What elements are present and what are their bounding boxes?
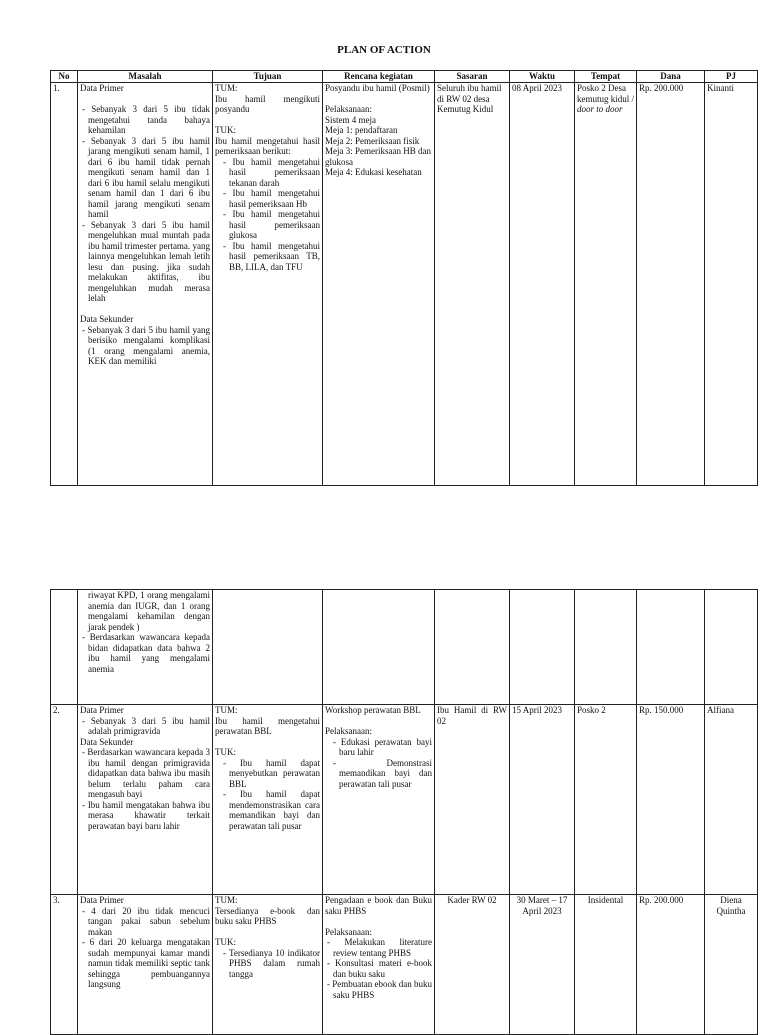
kegiatan-title: Workshop perawatan BBL [325,705,421,715]
sasaran-cell: Kader RW 02 [435,895,510,1035]
rencana-cell [323,83,435,486]
waktu-cell: 30 Maret – 17 April 2023 [510,895,575,1035]
waktu-cell: 15 April 2023 [510,705,575,895]
list-item: - Melakukan literature review tentang PHBS [327,937,432,958]
tuk-label: TUK: [215,125,236,135]
tum-label: TUM: [215,705,238,715]
masalah-cell [78,590,213,705]
list-item: - Ibu hamil mengetahui hasil pemeriksaan Hb [223,188,321,209]
data-sekunder-label: Data Sekunder [80,736,134,747]
data-primer-label: Data Primer [80,83,124,93]
row-number: 1. [51,83,78,486]
masalah-cell [78,705,213,895]
data-primer-label: Data Primer [80,895,124,905]
data-primer-label: Data Primer [80,705,124,715]
list-item: - Demonstrasi memandikan bayi dan perawatan tali pusar [333,757,432,789]
list-item: Meja 4: Edukasi kesehatan [325,167,422,177]
waktu-cell: 08 April 2023 [510,83,575,486]
header-rencana: Rencana kegiatan [323,71,435,83]
list-item: - 4 dari 20 ibu tidak mencuci tangan pakai sabun sebelum makan [82,905,210,937]
header-tempat: Tempat [575,71,637,83]
list-item: - Ibu hamil mengetahui hasil pemeriksaan glukosa [223,209,321,240]
header-tujuan: Tujuan [213,71,323,83]
list-item: Meja 3: Pemeriksaan HB dan glukosa [325,146,431,167]
list-item: - Ibu hamil mengatakan bahwa ibu merasa khawatir terkait perawatan bayi baru lahir [82,799,210,831]
list-item: - Tersedianya 10 indikator PHBS dalam rumah tangga [223,947,321,979]
header-masalah: Masalah [78,71,213,83]
masalah-cell [78,83,213,486]
list-item: - Pembuatan ebook dan buku saku PHBS [327,979,433,1000]
pelaksanaan-label: Pelaksanaan: [325,926,372,937]
list-item: - Edukasi perawatan bayi baru lahir [333,736,432,757]
dana-cell: Rp. 150.000 [637,705,705,895]
list-item: - 6 dari 20 keluarga mengatakan sudah mempunyai kamar mandi namun tidak memiliki septic tank sehingga pembuangannya langsung [82,937,210,989]
row-number: 2. [51,705,78,895]
header-no: No [51,71,78,83]
rencana-cell [323,705,435,895]
header-waktu: Waktu [510,71,575,83]
row-number: 3. [51,895,78,1035]
list-item: - Konsultasi materi e-book dan buku saku [327,958,432,979]
pelaksanaan-label: Pelaksanaan: [325,104,372,114]
list-item: - Ibu hamil mengetahui hasil pemeriksaan TB, BB, LILA, dan TFU [223,240,321,272]
plan-table-part-2 [50,589,758,1035]
list-item: - Berdasarkan wawancara kepada 3 ibu hamil dengan primigravida didapatkan data bahwa ibu masih belum terlalu paham cara mengasuh bayi [82,747,210,799]
plan-table-part-1 [50,70,758,486]
list-item: - Ibu hamil dapat menyebutkan perawatan BBL [223,757,321,789]
tempat-cell [575,83,637,486]
table-row [51,895,758,1035]
list-item: - Sebanyak 3 dari 5 ibu tidak mengetahui tanda bahaya kehamilan [82,104,210,135]
tujuan-cell [213,83,323,486]
list-item: - Sebanyak 3 dari 5 ibu hamil jarang mengikuti senam hamil, 1 dari 6 ibu hamil tidak pernah mengikuti senam hamil dan 1 dari 6 ibu hamil selalu mengikuti senam hamil dan 1 dari 6 ibu hamil jarang mengikuti senam hamil [82,135,211,219]
tuk-intro: Ibu hamil mengetahui hasil pemeriksaan berikut: [215,135,320,156]
pj-cell: Kinanti [705,83,758,486]
page-title: PLAN OF ACTION [337,44,431,56]
header-sasaran: Sasaran [435,71,510,83]
table-header-row [51,71,758,83]
tempat-cell: Insidental [575,895,637,1035]
masalah-cell [78,895,213,1035]
header-dana: Dana [637,71,705,83]
dana-cell: Rp. 200.000 [637,83,705,486]
sasaran-cell: Seluruh ibu hamil di RW 02 desa Kemutug Kidul [435,83,510,486]
pj-cell: Alfiana [705,705,758,895]
list-item: - Sebanyak 3 dari 5 ibu hamil mengeluhkan mual muntah pada ibu hamil trimester pertama. yang lainnya mengeluhkan lemah letih lesu dan pusing. jika sudah melakukan aktifitas, ibu mengeluhkan mudah merasa lelah [82,219,211,303]
list-item: - Ibu hamil mengetahui hasil pemeriksaan tekanan darah [223,156,321,188]
tum-label: TUM: [215,895,238,905]
sasaran-cell: Ibu Hamil di RW 02 [435,705,510,895]
tum-label: TUM: [215,83,238,93]
rencana-cell [323,895,435,1035]
tum-text: Ibu hamil mengikuti posyandu [215,93,320,114]
tum-text: Tersedianya e-book dan buku saku PHBS [215,905,320,926]
list-item: - Berdasarkan wawancara kepada bidan didapatkan data bahwa 2 ibu hamil yang mengalami anemia [82,632,210,674]
tuk-label: TUK: [215,937,236,947]
kegiatan-title: Posyandu ibu hamil (Posmil) [325,83,430,93]
tempat-text: Posko 2 Desa kemutug kidul / [577,83,634,104]
list-item: - Sebanyak 3 dari 5 ibu hamil yang berisiko mengalami komplikasi (1 orang mengalami anemia, KEK dan memiliki [82,324,210,366]
tujuan-cell [213,705,323,895]
sekunder-continued: riwayat KPD, 1 orang mengalami anemia dan IUGR, dan 1 orang mengalami kehamilan dengan jarak pendek ) [88,590,210,632]
kegiatan-title: Pengadaan e book dan Buku saku PHBS [325,895,432,916]
table-row [51,590,758,705]
pj-cell: Diena Quintha [705,895,758,1035]
header-pj: PJ [705,71,758,83]
pelaksanaan-label: Pelaksanaan: [325,726,372,736]
list-item: Meja 2: Pemeriksaan fisik [325,135,420,146]
table-row [51,83,758,486]
tum-text: Ibu hamil mengetahui perawatan BBL [215,715,320,736]
tempat-italic: door to door [577,104,623,114]
list-item: - Sebanyak 3 dari 5 ibu hamil adalah primigravida [82,715,211,736]
data-sekunder-label: Data Sekunder [80,314,134,324]
list-item: Sistem 4 meja [325,114,376,125]
tempat-cell: Posko 2 [575,705,637,895]
list-item: - Ibu hamil dapat mendemonstrasikan cara memandikan bayi dan perawatan tali pusar [223,789,321,831]
tujuan-cell [213,895,323,1035]
dana-cell: Rp. 200.000 [637,895,705,1035]
tuk-label: TUK: [215,747,236,757]
table-row [51,705,758,895]
list-item: Meja 1: pendaftaran [325,125,398,135]
